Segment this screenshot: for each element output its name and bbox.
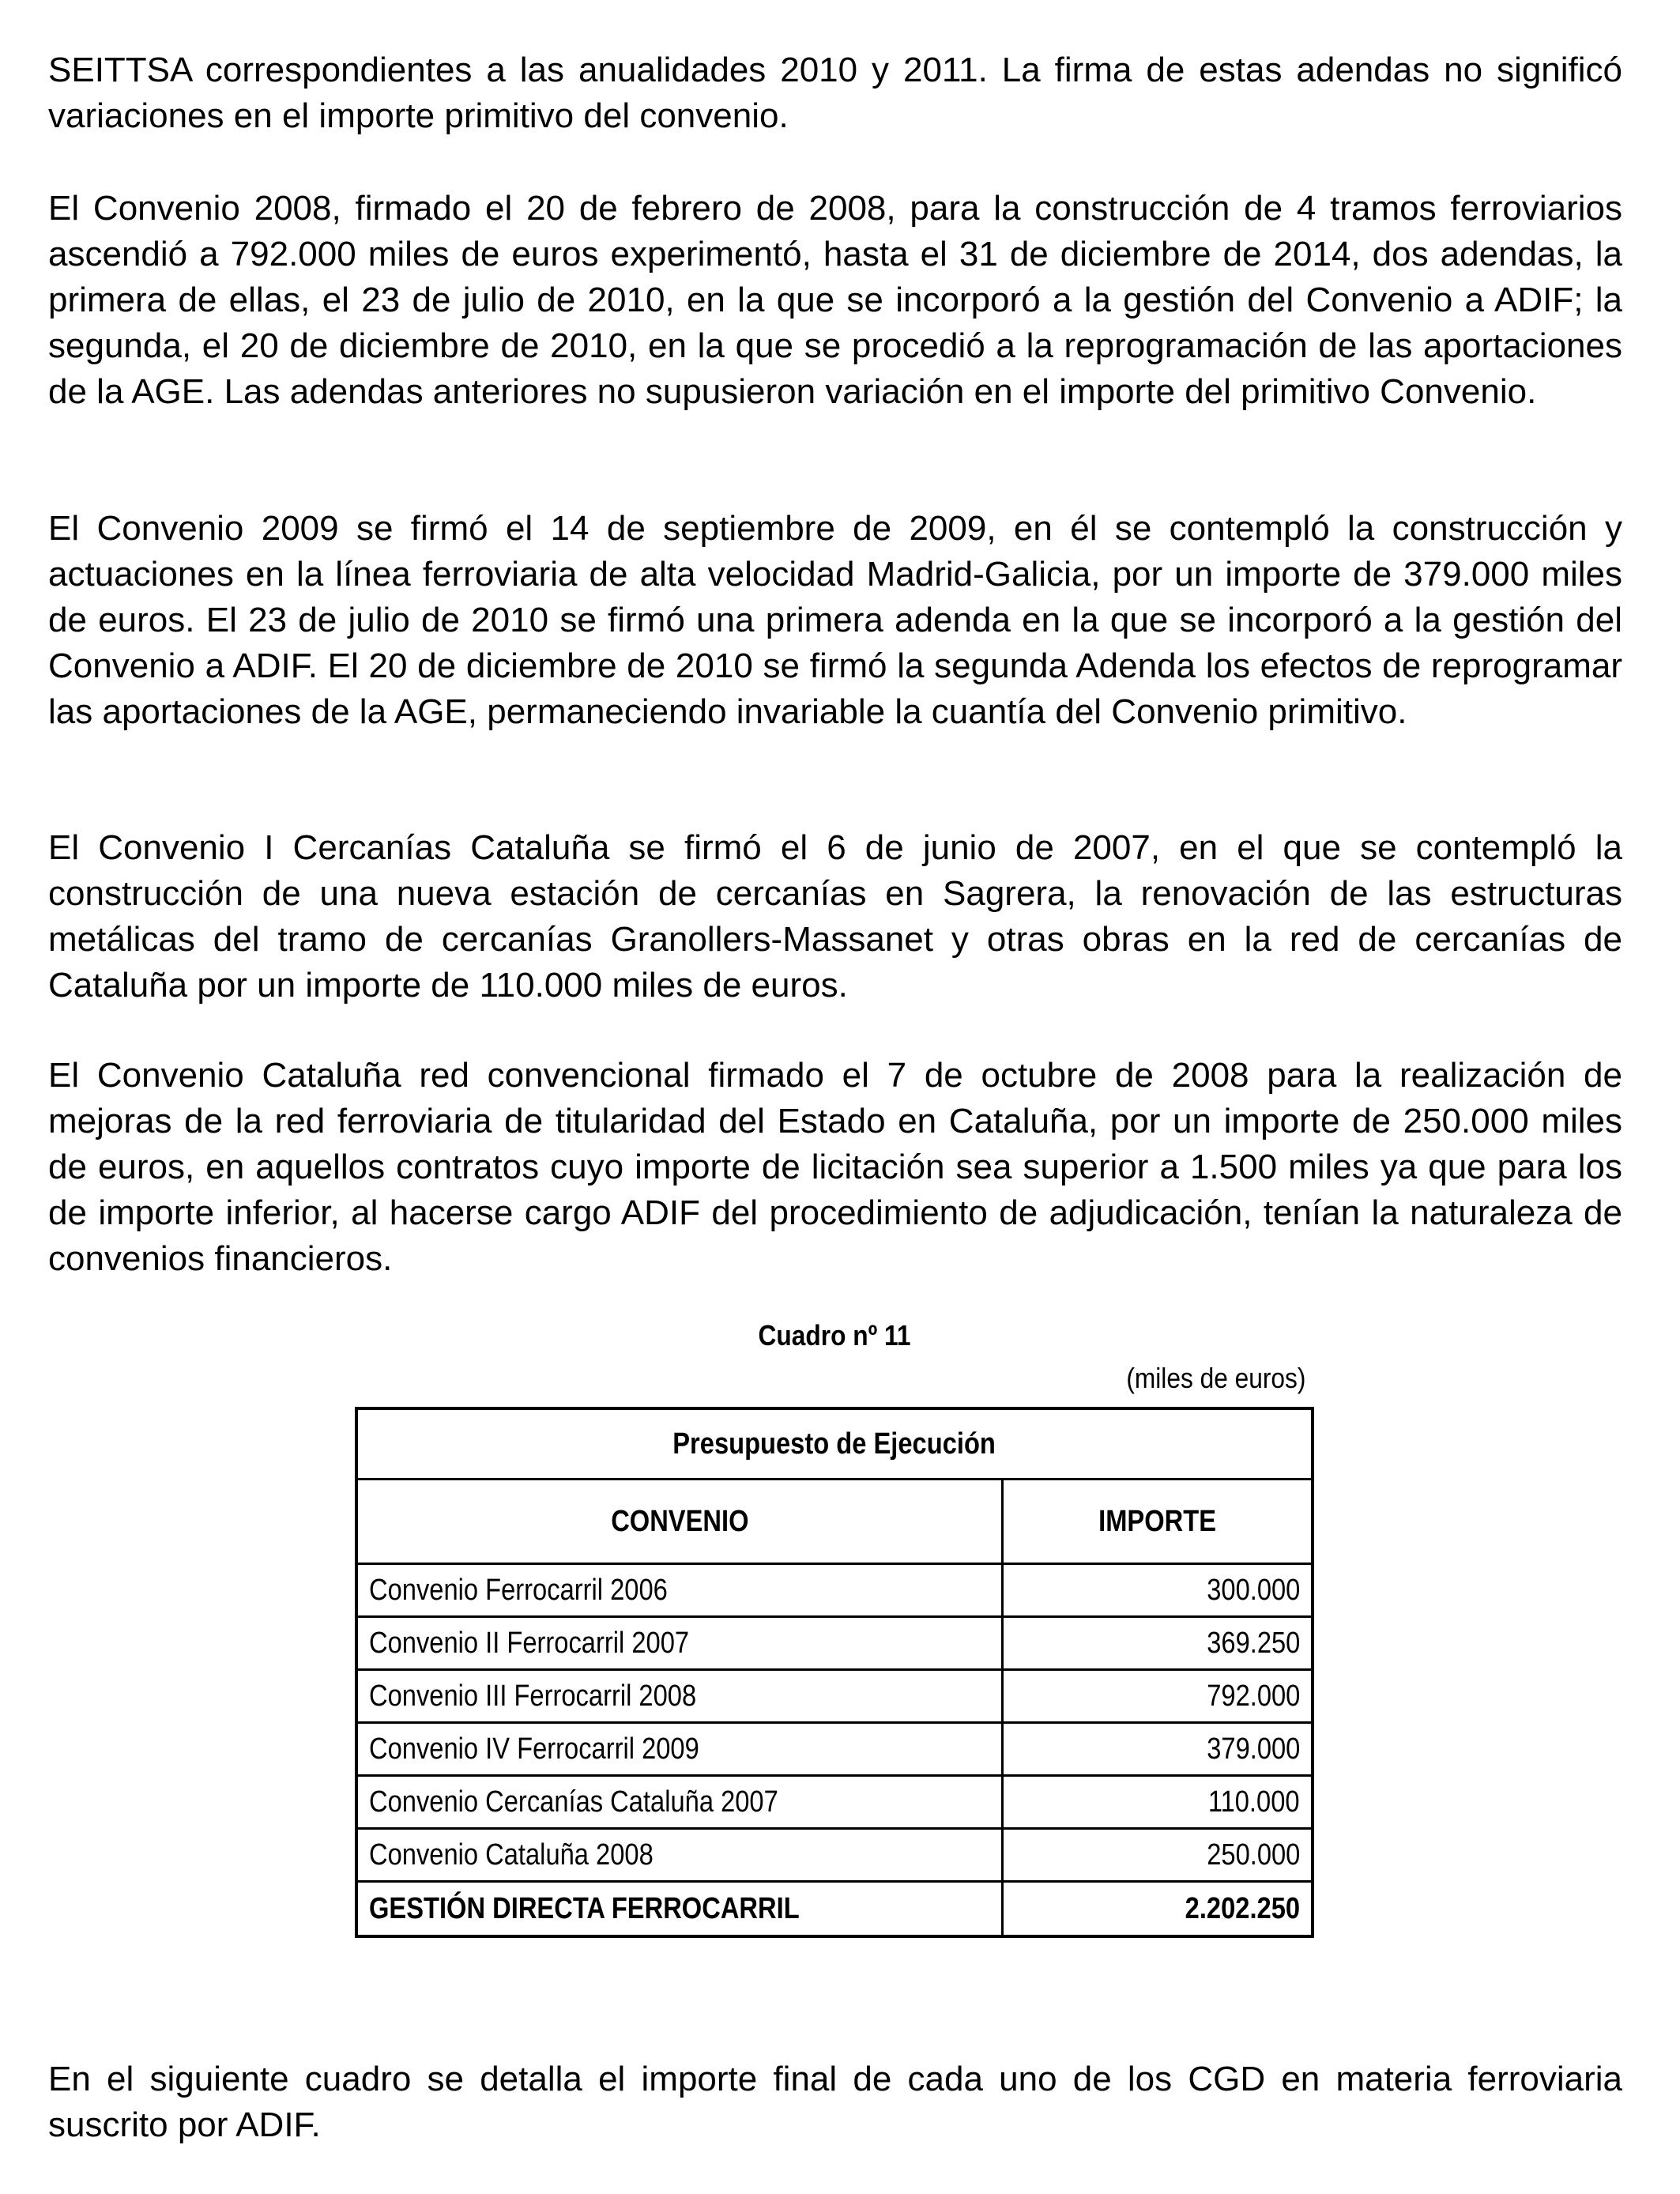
cell-importe-text: 792.000	[1206, 1679, 1300, 1713]
total-importe	[1002, 1882, 1313, 1937]
cell-convenio	[356, 1776, 1002, 1829]
cell-convenio	[356, 1564, 1002, 1617]
table-row	[356, 1723, 1313, 1776]
paragraph-5: El Convenio Cataluña red convencional firmado el 7 de octubre de 2008 para la realización de mejoras de la red ferroviaria de titularidad del Estado en Cataluña, por un importe de 250.000 miles de euros, en aquellos contratos cuyo importe de licitación sea superior a 1.500 miles ya que para los de importe inferior, al hacerse cargo ADIF del procedimiento de adjudicación, tenían la naturaleza de convenios financieros.	[48, 1056, 1622, 1278]
cell-importe-text: 369.250	[1206, 1626, 1300, 1660]
total-convenio-text: GESTIÓN DIRECTA FERROCARRIL	[369, 1891, 800, 1925]
column-header-importe	[1002, 1480, 1313, 1564]
cell-convenio	[356, 1617, 1002, 1670]
table-unit: (miles de euros)	[1126, 1362, 1306, 1394]
cell-importe	[1002, 1776, 1313, 1829]
cell-importe-text: 250.000	[1206, 1838, 1300, 1872]
table-group-header-row	[356, 1408, 1313, 1480]
budget-table	[355, 1407, 1314, 1938]
cell-importe	[1002, 1617, 1313, 1670]
cell-convenio	[356, 1670, 1002, 1723]
column-header-convenio-label: CONVENIO	[610, 1504, 749, 1538]
table-title: Cuadro nº 11	[758, 1319, 911, 1351]
table-row	[356, 1776, 1313, 1829]
column-header-convenio	[356, 1480, 1002, 1564]
cell-importe-text: 379.000	[1206, 1732, 1300, 1766]
table-row	[356, 1617, 1313, 1670]
cell-convenio-text: Convenio III Ferrocarril 2008	[369, 1679, 697, 1713]
cell-importe	[1002, 1670, 1313, 1723]
group-header-label: Presupuesto de Ejecución	[672, 1427, 996, 1461]
paragraph-2: El Convenio 2008, firmado el 20 de febrero de 2008, para la construcción de 4 tramos ferroviarios ascendió a 792.000 miles de euros experimentó, hasta el 31 de diciembre de 2014, dos adendas, la primera de ellas, el 23 de julio de 2010, en la que se incorporó a la gestión del Convenio a ADIF; la segunda, el 20 de diciembre de 2010, en la que se procedió a la reprogramación de las aportaciones de la AGE. Las adendas anteriores no supusieron variación en el importe del primitivo Convenio.	[48, 189, 1622, 411]
total-convenio	[356, 1882, 1002, 1937]
table-group-header	[356, 1408, 1313, 1480]
cell-convenio-text: Convenio II Ferrocarril 2007	[369, 1626, 690, 1660]
paragraph-3: El Convenio 2009 se firmó el 14 de septiembre de 2009, en él se contempló la construcción y actuaciones en la línea ferroviaria de alta velocidad Madrid-Galicia, por un importe de 379.000 miles de euros. El 23 de julio de 2010 se firmó una primera adenda en la que se incorporó a la gestión del Convenio a ADIF. El 20 de diciembre de 2010 se firmó la segunda Adenda los efectos de reprogramar las aportaciones de la AGE, permaneciendo invariable la cuantía del Convenio primitivo.	[48, 509, 1622, 731]
paragraph-1: SEITTSA correspondientes a las anualidades 2010 y 2011. La firma de estas adendas no significó variaciones en el importe primitivo del convenio.	[48, 51, 1622, 135]
cell-convenio	[356, 1723, 1002, 1776]
cell-importe-text: 300.000	[1206, 1573, 1300, 1607]
table-row	[356, 1564, 1313, 1617]
cell-convenio-text: Convenio Cercanías Cataluña 2007	[369, 1785, 778, 1819]
table-row	[356, 1829, 1313, 1882]
total-importe-text: 2.202.250	[1185, 1891, 1300, 1925]
cell-importe-text: 110.000	[1208, 1785, 1300, 1819]
column-header-importe-label: IMPORTE	[1098, 1504, 1216, 1538]
cell-convenio-text: Convenio Ferrocarril 2006	[369, 1573, 668, 1607]
paragraph-4: El Convenio I Cercanías Cataluña se firmó el 6 de junio de 2007, en el que se contempló la construcción de una nueva estación de cercanías en Sagrera, la renovación de las estructuras metálicas del tramo de cercanías Granollers-Massanet y otras obras en la red de cercanías de Cataluña por un importe de 110.000 miles de euros.	[48, 828, 1622, 1005]
cell-importe	[1002, 1723, 1313, 1776]
table-column-header-row	[356, 1480, 1313, 1564]
paragraph-6: En el siguiente cuadro se detalla el importe final de cada uno de los CGD en materia ferroviaria suscrito por ADIF.	[48, 2060, 1622, 2144]
cell-convenio	[356, 1829, 1002, 1882]
cell-convenio-text: Convenio Cataluña 2008	[369, 1838, 654, 1872]
table-row	[356, 1670, 1313, 1723]
cell-convenio-text: Convenio IV Ferrocarril 2009	[369, 1732, 699, 1766]
table-block	[355, 1318, 1314, 1938]
cell-importe	[1002, 1829, 1313, 1882]
cell-importe	[1002, 1564, 1313, 1617]
table-total-row	[356, 1882, 1313, 1937]
